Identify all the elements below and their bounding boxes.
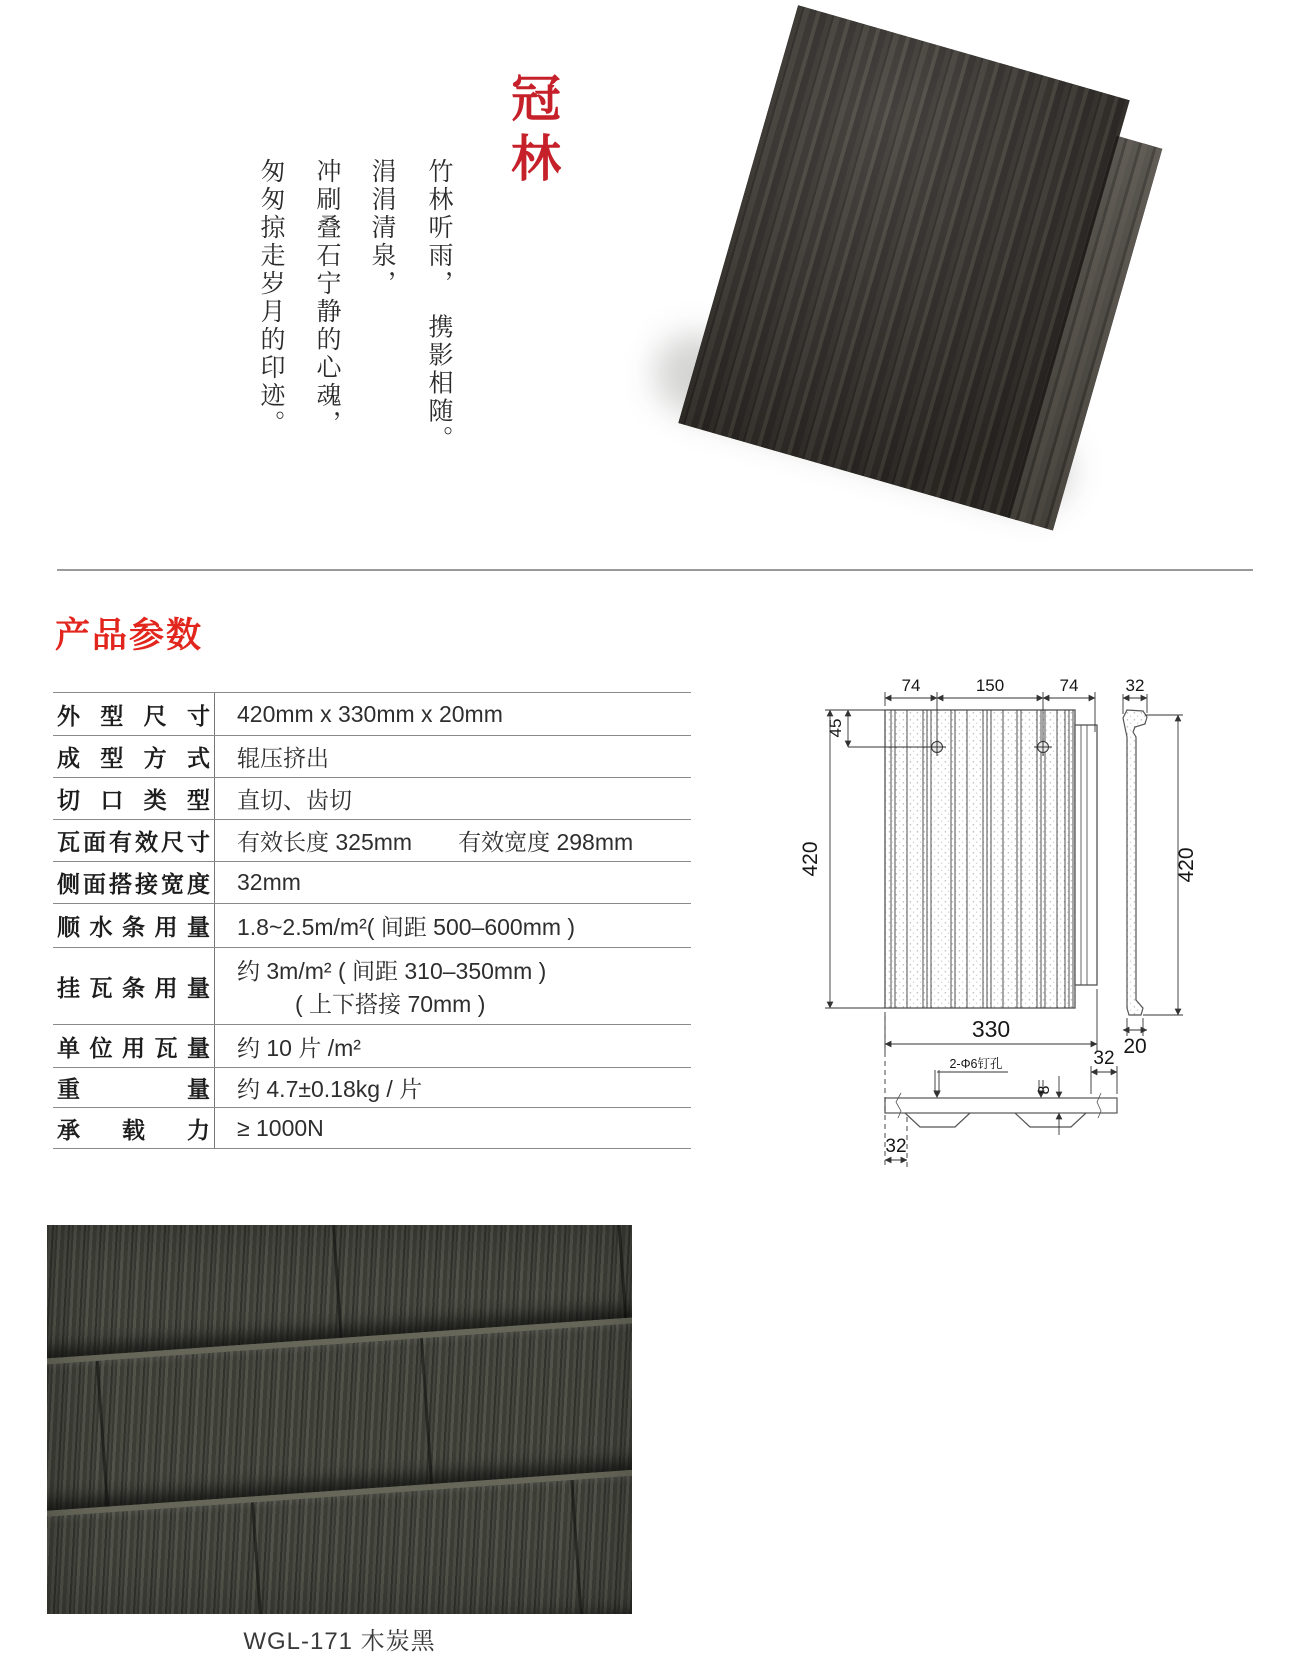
spec-label: 顺水条用量 [57,914,210,940]
dim-420-left: 420 [799,841,822,877]
table-row [53,819,691,861]
spec-value: 有效长度 325mm 有效宽度 298mm [237,829,634,855]
spec-label: 侧面搭接宽度 [57,871,210,897]
spec-value: ≥ 1000N [237,1114,324,1141]
dim-32-section-right: 32 [1093,1048,1115,1069]
nail-hole-note: 2-Φ6钉孔 [949,1057,1003,1071]
dim-74-right: 74 [1059,676,1079,695]
spec-value: 直切、齿切 [237,787,352,813]
spec-value: 1.8~2.5m/m²( 间距 500–600mm ) [237,914,576,940]
dim-330: 330 [971,1016,1011,1042]
spec-label: 挂瓦条用量 [57,974,210,1001]
spec-value: 约 10 片 /m² [237,1034,361,1061]
section-view [885,1093,1117,1127]
spec-label: 瓦面有效尺寸 [57,829,210,855]
dim-45: 45 [826,718,845,738]
spec-value: 辊压挤出 [237,745,329,771]
spec-label: 切口类型 [57,787,210,813]
spec-value: 约 3m/m² ( 间距 310–350mm ) [237,958,547,984]
dim-74-left: 74 [901,676,921,695]
spec-label: 重量 [57,1076,210,1102]
section-divider [57,569,1253,571]
side-view [1123,710,1147,1015]
spec-label: 外型尺寸 [57,702,210,729]
poem-column: 匆匆掠走岁月的印迹。 [257,158,284,438]
front-view [885,710,1097,1008]
spec-label: 成型方式 [57,745,210,771]
dim-20: 20 [1123,1035,1147,1058]
table-row [53,903,691,947]
table-row [53,777,691,819]
table-row [53,1067,691,1107]
dim-32-section-left: 32 [885,1136,907,1157]
spec-label: 单位用瓦量 [57,1034,210,1061]
spec-table [53,692,691,1149]
poem-column: 竹林听雨， 携影相随。 [425,158,452,454]
brand-title: 冠林 [504,72,560,192]
table-row [53,947,691,1024]
spec-label: 承载力 [57,1116,210,1143]
table-row [53,861,691,903]
tile-side-lock [1007,136,1163,531]
dim-150: 150 [975,676,1005,695]
table-row [53,692,691,735]
spec-value: 约 4.7±0.18kg / 片 [237,1076,423,1102]
product-tile-photo [678,5,1173,531]
table-row [53,735,691,777]
dim-420-right: 420 [1175,847,1198,883]
poem-column: 冲刷叠石宁静的心魂， [313,158,340,438]
dim-8: 8 [1036,1085,1053,1095]
table-row [53,1107,691,1148]
table-row [53,1024,691,1067]
roof-photo [47,1225,632,1614]
poem-column: 涓涓清泉， [368,158,395,298]
dim-32-side-top: 32 [1125,676,1145,695]
spec-value: 420mm x 330mm x 20mm [237,700,503,727]
technical-drawing [755,620,1275,1180]
section-heading: 产品参数 [55,616,204,655]
photo-caption: WGL-171 木炭黑 [243,1628,436,1655]
spec-value-line2: ( 上下搭接 70mm ) [295,991,486,1017]
spec-value: 32mm [237,869,301,895]
